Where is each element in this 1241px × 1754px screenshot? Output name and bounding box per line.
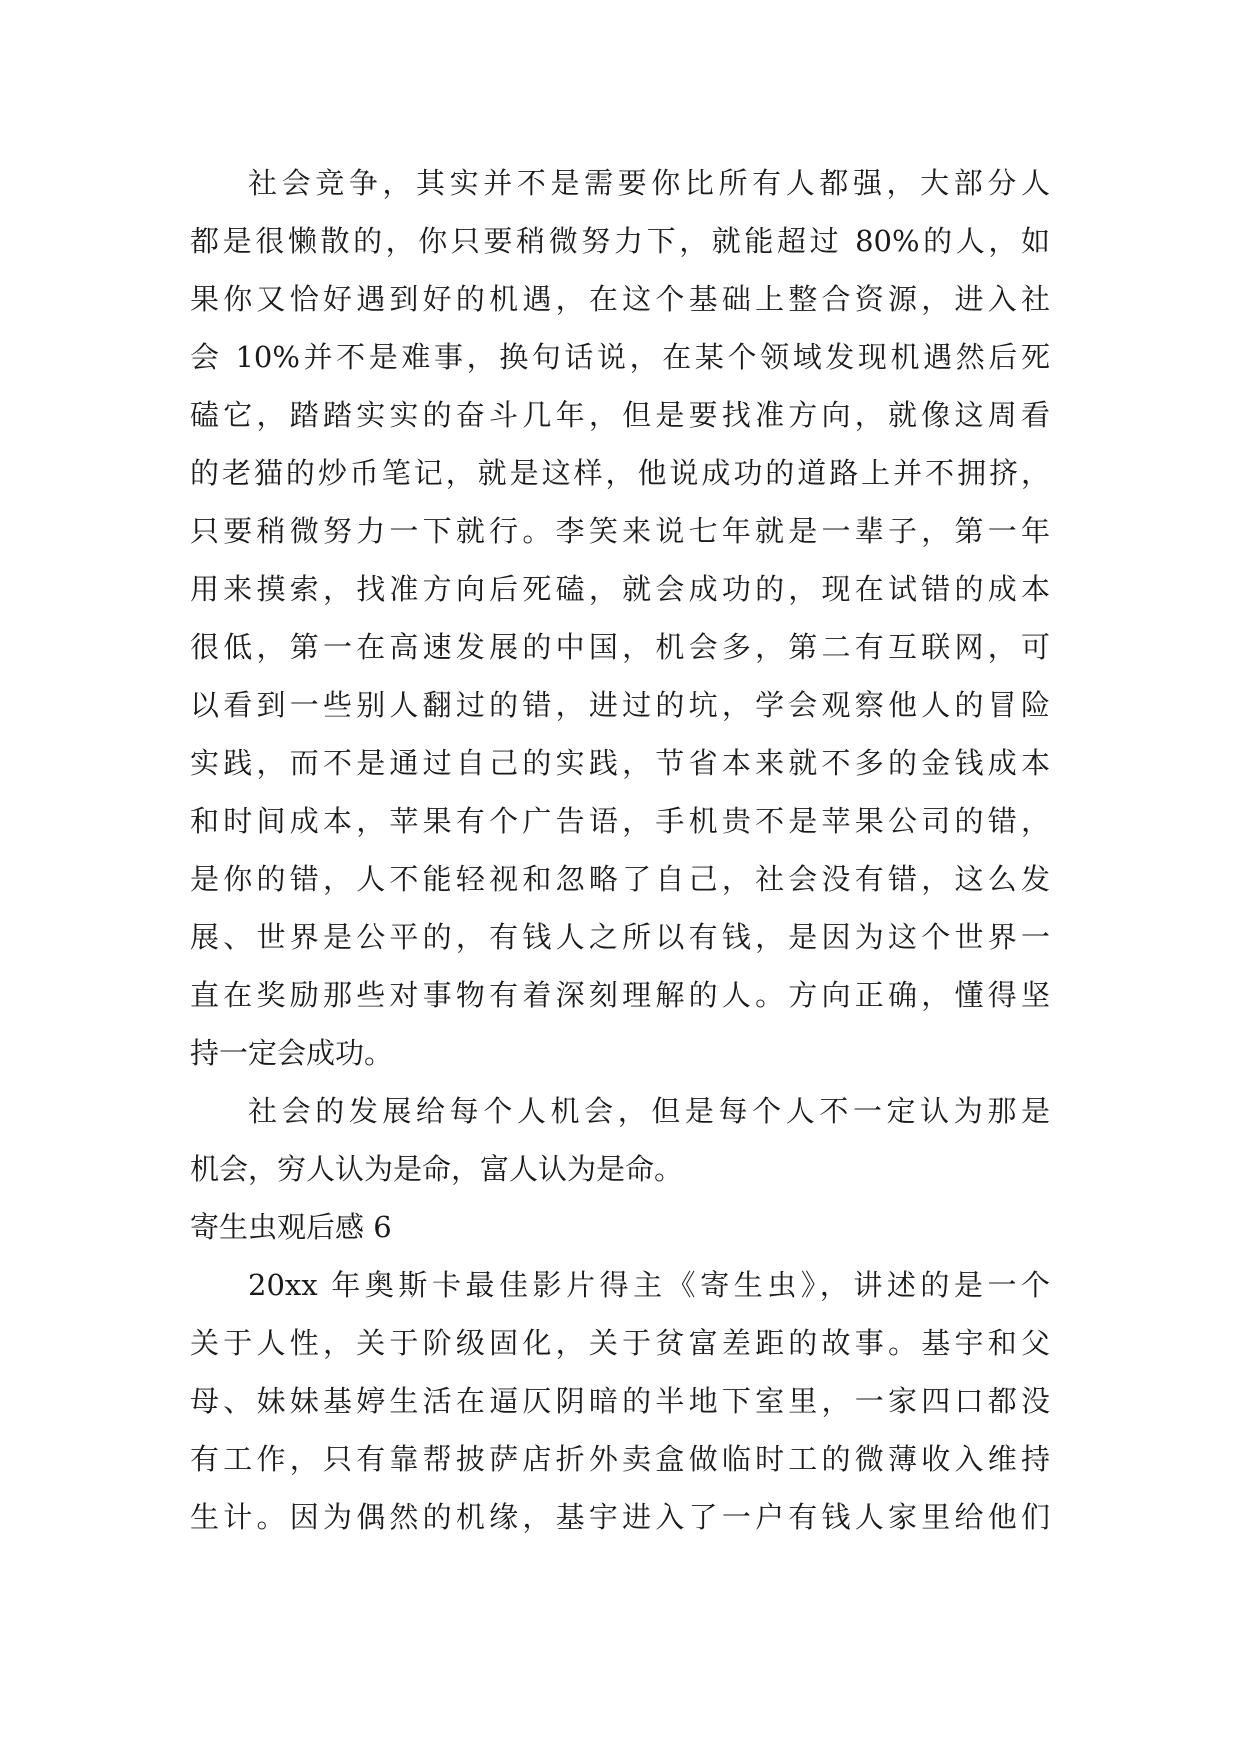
section-heading: 寄生虫观后感 6 xyxy=(190,1210,392,1244)
paragraph-1-line-15: 直在奖励那些对事物有着深刻理解的人。方向正确，懂得坚 xyxy=(190,978,1050,1012)
paragraph-1-line-16: 持一定会成功。 xyxy=(190,1036,394,1070)
paragraph-3-line-2: 关于人性，关于阶级固化，关于贫富差距的故事。基宇和父 xyxy=(190,1326,1050,1360)
paragraph-2-line-1: 社会的发展给每个人机会，但是每个人不一定认为那是 xyxy=(248,1094,1050,1128)
paragraph-3-line-5: 生计。因为偶然的机缘，基宇进入了一户有钱人家里给他们 xyxy=(190,1500,1050,1534)
paragraph-1-line-4: 会 10%并不是难事，换句话说，在某个领域发现机遇然后死 xyxy=(190,340,1050,374)
paragraph-1-line-14: 展、世界是公平的，有钱人之所以有钱，是因为这个世界一 xyxy=(190,920,1050,954)
paragraph-2-line-2: 机会，穷人认为是命，富人认为是命。 xyxy=(190,1152,684,1186)
paragraph-3-line-1: 20xx 年奥斯卡最佳影片得主《寄生虫》，讲述的是一个 xyxy=(248,1268,1050,1302)
paragraph-1-line-8: 用来摸索，找准方向后死磕，就会成功的，现在试错的成本 xyxy=(190,572,1050,606)
paragraph-1-line-12: 和时间成本，苹果有个广告语，手机贵不是苹果公司的错， xyxy=(190,804,1050,838)
paragraph-1-line-6: 的老猫的炒币笔记，就是这样，他说成功的道路上并不拥挤， xyxy=(190,456,1050,490)
paragraph-1-line-13: 是你的错，人不能轻视和忽略了自己，社会没有错，这么发 xyxy=(190,862,1050,896)
paragraph-1-line-2: 都是很懒散的，你只要稍微努力下，就能超过 80%的人，如 xyxy=(190,224,1050,258)
paragraph-3-line-3: 母、妹妹基婷生活在逼仄阴暗的半地下室里，一家四口都没 xyxy=(190,1384,1050,1418)
paragraph-1-line-3: 果你又恰好遇到好的机遇，在这个基础上整合资源，进入社 xyxy=(190,282,1050,316)
paragraph-1-line-11: 实践，而不是通过自己的实践，节省本来就不多的金钱成本 xyxy=(190,746,1050,780)
paragraph-3-line-4: 有工作，只有靠帮披萨店折外卖盒做临时工的微薄收入维持 xyxy=(190,1442,1050,1476)
paragraph-1-line-7: 只要稍微努力一下就行。李笑来说七年就是一辈子，第一年 xyxy=(190,514,1050,548)
paragraph-1-line-1: 社会竞争，其实并不是需要你比所有人都强，大部分人 xyxy=(248,166,1050,200)
paragraph-1-line-10: 以看到一些别人翻过的错，进过的坑，学会观察他人的冒险 xyxy=(190,688,1050,722)
paragraph-1-line-5: 磕它，踏踏实实的奋斗几年，但是要找准方向，就像这周看 xyxy=(190,398,1050,432)
paragraph-1-line-9: 很低，第一在高速发展的中国，机会多，第二有互联网，可 xyxy=(190,630,1050,664)
